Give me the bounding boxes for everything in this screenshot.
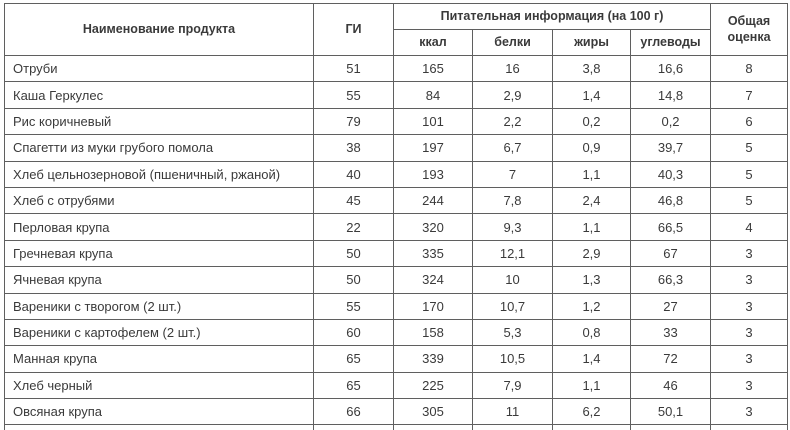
cell-kcal: 84 bbox=[394, 82, 473, 108]
cell-kcal: 244 bbox=[394, 187, 473, 213]
cell-fat: 1,1 bbox=[553, 214, 631, 240]
cell-product: Отруби bbox=[5, 56, 314, 82]
cell-fat: 3,8 bbox=[553, 56, 631, 82]
cell-carbs: 14,8 bbox=[631, 82, 711, 108]
table-header bbox=[5, 4, 788, 56]
table-row bbox=[5, 293, 788, 319]
cell-rating: 3 bbox=[711, 293, 788, 319]
cell-rating: 8 bbox=[711, 56, 788, 82]
cell-rating: 5 bbox=[711, 161, 788, 187]
table-row bbox=[5, 319, 788, 345]
cell-kcal: 320 bbox=[394, 214, 473, 240]
cell-fat: 1,3 bbox=[553, 267, 631, 293]
cell-protein: 9,3 bbox=[473, 214, 553, 240]
table-row bbox=[5, 161, 788, 187]
column-header-nutrition-group: Питательная информация (на 100 г) bbox=[394, 4, 711, 30]
column-header-carbs: углеводы bbox=[631, 30, 711, 56]
cell-rating: 5 bbox=[711, 135, 788, 161]
cell-rating: 4 bbox=[711, 214, 788, 240]
cell-kcal: 305 bbox=[394, 399, 473, 425]
table-row bbox=[5, 267, 788, 293]
cell-fat: 0,2 bbox=[553, 108, 631, 134]
cell-kcal: 225 bbox=[394, 372, 473, 398]
cell-fat: 1,1 bbox=[553, 161, 631, 187]
table-row bbox=[5, 108, 788, 134]
cell-protein bbox=[473, 425, 553, 430]
cell-kcal: 170 bbox=[394, 293, 473, 319]
cell-rating: 6 bbox=[711, 108, 788, 134]
table-row bbox=[5, 135, 788, 161]
cell-rating: 3 bbox=[711, 267, 788, 293]
cell-protein: 10 bbox=[473, 267, 553, 293]
column-header-rating: Общая оценка bbox=[711, 4, 788, 56]
cell-product: Каша Геркулес bbox=[5, 82, 314, 108]
cell-gi: 40 bbox=[314, 161, 394, 187]
cell-gi: 60 bbox=[314, 319, 394, 345]
column-header-kcal: ккал bbox=[394, 30, 473, 56]
cell-protein: 7,8 bbox=[473, 187, 553, 213]
cell-rating: 3 bbox=[711, 346, 788, 372]
cell-carbs bbox=[631, 425, 711, 430]
cell-gi: 51 bbox=[314, 56, 394, 82]
cell-carbs: 72 bbox=[631, 346, 711, 372]
column-header-gi: ГИ bbox=[314, 4, 394, 56]
table-row bbox=[5, 82, 788, 108]
cell-protein: 2,2 bbox=[473, 108, 553, 134]
cell-product: Хлеб черный bbox=[5, 372, 314, 398]
cell-protein: 6,7 bbox=[473, 135, 553, 161]
cell-protein: 2,9 bbox=[473, 82, 553, 108]
cell-fat: 1,1 bbox=[553, 372, 631, 398]
cell-gi: 50 bbox=[314, 240, 394, 266]
cell-fat: 1,2 bbox=[553, 293, 631, 319]
cell-product: Вареники с картофелем (2 шт.) bbox=[5, 319, 314, 345]
cell-product: Вареники с творогом (2 шт.) bbox=[5, 293, 314, 319]
cell-fat: 6,2 bbox=[553, 399, 631, 425]
cell-fat: 0,8 bbox=[553, 319, 631, 345]
cell-product: Манная крупа bbox=[5, 346, 314, 372]
cell-gi: 66 bbox=[314, 399, 394, 425]
cell-product: Гречневая крупа bbox=[5, 240, 314, 266]
cell-product bbox=[5, 425, 314, 430]
cell-gi: 55 bbox=[314, 82, 394, 108]
cell-gi: 55 bbox=[314, 293, 394, 319]
table-row bbox=[5, 399, 788, 425]
cell-fat: 2,4 bbox=[553, 187, 631, 213]
cell-protein: 12,1 bbox=[473, 240, 553, 266]
cell-carbs: 16,6 bbox=[631, 56, 711, 82]
table-row bbox=[5, 240, 788, 266]
cell-gi: 65 bbox=[314, 372, 394, 398]
cell-rating: 5 bbox=[711, 187, 788, 213]
partial-row-cutoff bbox=[5, 425, 788, 430]
cell-protein: 11 bbox=[473, 399, 553, 425]
table-row bbox=[5, 56, 788, 82]
cell-gi: 22 bbox=[314, 214, 394, 240]
glycemic-index-table bbox=[4, 3, 788, 430]
cell-kcal: 339 bbox=[394, 346, 473, 372]
cell-carbs: 40,3 bbox=[631, 161, 711, 187]
table-row bbox=[5, 214, 788, 240]
cell-fat bbox=[553, 425, 631, 430]
cell-protein: 10,5 bbox=[473, 346, 553, 372]
cell-carbs: 46,8 bbox=[631, 187, 711, 213]
cell-gi bbox=[314, 425, 394, 430]
cell-product: Овсяная крупа bbox=[5, 399, 314, 425]
cell-rating: 3 bbox=[711, 372, 788, 398]
cell-rating bbox=[711, 425, 788, 430]
cell-protein: 5,3 bbox=[473, 319, 553, 345]
column-header-fat: жиры bbox=[553, 30, 631, 56]
table-row bbox=[5, 187, 788, 213]
cell-rating: 3 bbox=[711, 240, 788, 266]
cell-protein: 7,9 bbox=[473, 372, 553, 398]
cell-kcal: 193 bbox=[394, 161, 473, 187]
cell-rating: 7 bbox=[711, 82, 788, 108]
cell-kcal: 165 bbox=[394, 56, 473, 82]
cell-carbs: 33 bbox=[631, 319, 711, 345]
cell-fat: 1,4 bbox=[553, 346, 631, 372]
cell-protein: 16 bbox=[473, 56, 553, 82]
cell-kcal: 158 bbox=[394, 319, 473, 345]
cell-kcal: 101 bbox=[394, 108, 473, 134]
cell-rating: 3 bbox=[711, 319, 788, 345]
cell-carbs: 50,1 bbox=[631, 399, 711, 425]
cell-fat: 0,9 bbox=[553, 135, 631, 161]
cell-gi: 79 bbox=[314, 108, 394, 134]
cell-product: Хлеб с отрубями bbox=[5, 187, 314, 213]
cell-carbs: 0,2 bbox=[631, 108, 711, 134]
cell-gi: 38 bbox=[314, 135, 394, 161]
table-footer bbox=[5, 425, 788, 430]
cell-product: Хлеб цельнозерновой (пшеничный, ржаной) bbox=[5, 161, 314, 187]
column-header-protein: белки bbox=[473, 30, 553, 56]
table-row bbox=[5, 372, 788, 398]
table-body bbox=[5, 56, 788, 425]
cell-gi: 50 bbox=[314, 267, 394, 293]
cell-product: Ячневая крупа bbox=[5, 267, 314, 293]
cell-rating: 3 bbox=[711, 399, 788, 425]
cell-fat: 1,4 bbox=[553, 82, 631, 108]
cell-protein: 7 bbox=[473, 161, 553, 187]
cell-carbs: 66,5 bbox=[631, 214, 711, 240]
cell-carbs: 66,3 bbox=[631, 267, 711, 293]
cell-kcal bbox=[394, 425, 473, 430]
cell-carbs: 46 bbox=[631, 372, 711, 398]
cell-fat: 2,9 bbox=[553, 240, 631, 266]
cell-gi: 45 bbox=[314, 187, 394, 213]
cell-gi: 65 bbox=[314, 346, 394, 372]
cell-carbs: 39,7 bbox=[631, 135, 711, 161]
cell-kcal: 335 bbox=[394, 240, 473, 266]
cell-product: Рис коричневый bbox=[5, 108, 314, 134]
cell-carbs: 67 bbox=[631, 240, 711, 266]
cell-protein: 10,7 bbox=[473, 293, 553, 319]
cell-carbs: 27 bbox=[631, 293, 711, 319]
table-row bbox=[5, 346, 788, 372]
cell-kcal: 324 bbox=[394, 267, 473, 293]
cell-kcal: 197 bbox=[394, 135, 473, 161]
cell-product: Перловая крупа bbox=[5, 214, 314, 240]
column-header-product: Наименование продукта bbox=[5, 4, 314, 56]
header-row-top bbox=[5, 4, 788, 30]
cell-product: Спагетти из муки грубого помола bbox=[5, 135, 314, 161]
